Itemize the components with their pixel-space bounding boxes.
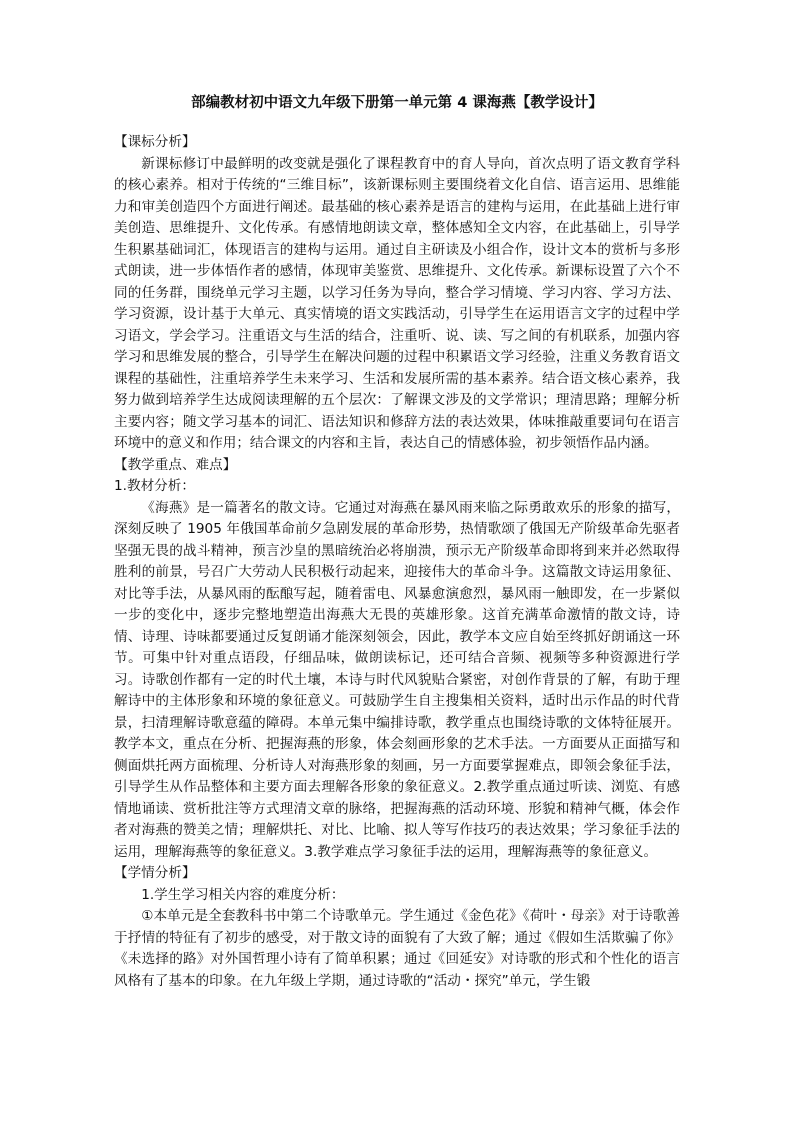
paragraph-difficulty-analysis: ①本单元是全套教科书中第二个诗歌单元。学生通过《金色花》《荷叶・母亲》对于诗歌善于抒情的特征有了初步的感受，对于散文诗的面貌有了大致了解；通过《假如生活欺骗了你》《未选择的路》对外国哲理小诗有了简单积累；通过《回延安》对诗歌的形式和个性化的语言风格有了基本的印象。在九年级上学期，通过诗歌的“活动・探究”单元，学生锻 [114,908,680,989]
section-heading-focus: 【教学重点、难点】 [114,456,237,473]
sub-heading-difficulty-analysis: 1.学生学习相关内容的难度分析： [141,886,345,903]
paragraph-material-analysis: 《海燕》是一篇著名的散文诗。它通过对海燕在暴风雨来临之际勇敢欢乐的形象的描写，深刻反映了 1905 年俄国革命前夕急剧发展的革命形势，热情歌颂了俄国无产阶级革命先驱者坚强无畏的战斗精神，预言沙皇的黑暗统治必将崩溃，预示无产阶级革命即将到来并必然取得胜利的前景，号召广大劳动人民积极行动起来，迎接伟大的革命斗争。这篇散文诗运用象征、对比等手法，从暴风雨的酝酿写起，随着雷电、风暴愈演愈烈，暴风雨一触即发，在一步紧似一步的变化中，逐步完整地塑造出海燕大无畏的英雄形象。这首充满革命激情的散文诗，诗情、诗理、诗味都要通过反复朗诵才能深刻领会，因此，教学本文应自始至终抓好朗诵这一环节。可集中针对重点语段，仔细品味，做朗读标记，还可结合音频、视频等多种资源进行学习。诗歌创作都有一定的时代土壤，本诗与时代风貌贴合紧密，对创作背景的了解，有助于理解诗中的主体形象和环境的象征意义。可鼓励学生自主搜集相关资料，适时出示作品的时代背景，扫清理解诗歌意蕴的障碍。本单元集中编排诗歌，教学重点也围绕诗歌的文体特征展开。教学本文，重点在分析、把握海燕的形象，体会刻画形象的艺术手法。一方面要从正面描写和侧面烘托两方面梳理、分析诗人对海燕形象的刻画，另一方面要掌握难点，即领会象征手法，引导学生从作品整体和主要方面去理解各形象的象征意义。2.教学重点通过听读、浏览、有感情地诵读、赏析批注等方式理清文章的脉络，把握海燕的活动环境、形貌和精神气概，体会作者对海燕的赞美之情；理解烘托、对比、比喻、拟人等写作技巧的表达效果；学习象征手法的运用，理解海燕等的象征意义。3.教学难点学习象征手法的运用，理解海燕等的象征意义。 [114,499,680,860]
document-title: 部编教材初中语文九年级下册第一单元第 4 课海燕【教学设计】 [191,95,603,111]
sub-heading-material-analysis: 1.教材分析： [114,478,195,494]
section-heading-curriculum: 【课标分析】 [114,134,196,150]
section-heading-students: 【学情分析】 [114,865,196,881]
paragraph-curriculum-analysis: 新课标修订中最鲜明的改变就是强化了课程教育中的育人导向，首次点明了语文教育学科的核心素养。相对于传统的“三维目标”，该新课标则主要围绕着文化自信、语言运用、思维能力和审美创造四个方面进行阐述。最基础的核心素养是语言的建构与运用，在此基础上进行审美创造、思维提升、文化传承。有感情地朗读文章，整体感知全文内容，在此基础上，引导学生积累基础词汇，体现语言的建构与运用。通过自主研读及小组合作，设计文本的赏析与多形式朗读，进一步体悟作者的感情，体现审美鉴赏、思维提升、文化传承。新课标设置了六个不同的任务群，围绕单元学习主题，以学习任务为导向，整合学习情境、学习内容、学习方法、学习资源，设计基于大单元、真实情境的语文实践活动，引导学生在运用语言文字的过程中学习语文，学会学习。注重语文与生活的结合，注重听、说、读、写之间的有机联系，加强内容学习和思维发展的整合，引导学生在解决问题的过程中积累语文学习经验，注重义务教育语文课程的基础性，注重培养学生未来学习、生活和发展所需的基本素养。结合语文核心素养，我努力做到培养学生达成阅读理解的五个层次：了解课文涉及的文学常识；理清思路；理解分析主要内容；随文学习基本的词汇、语法知识和修辞方法的表达效果，体味推敲重要词句在语言环境中的意义和作用；结合课文的内容和主旨，表达自己的情感体验，初步领悟作品内涵。 [114,155,680,451]
